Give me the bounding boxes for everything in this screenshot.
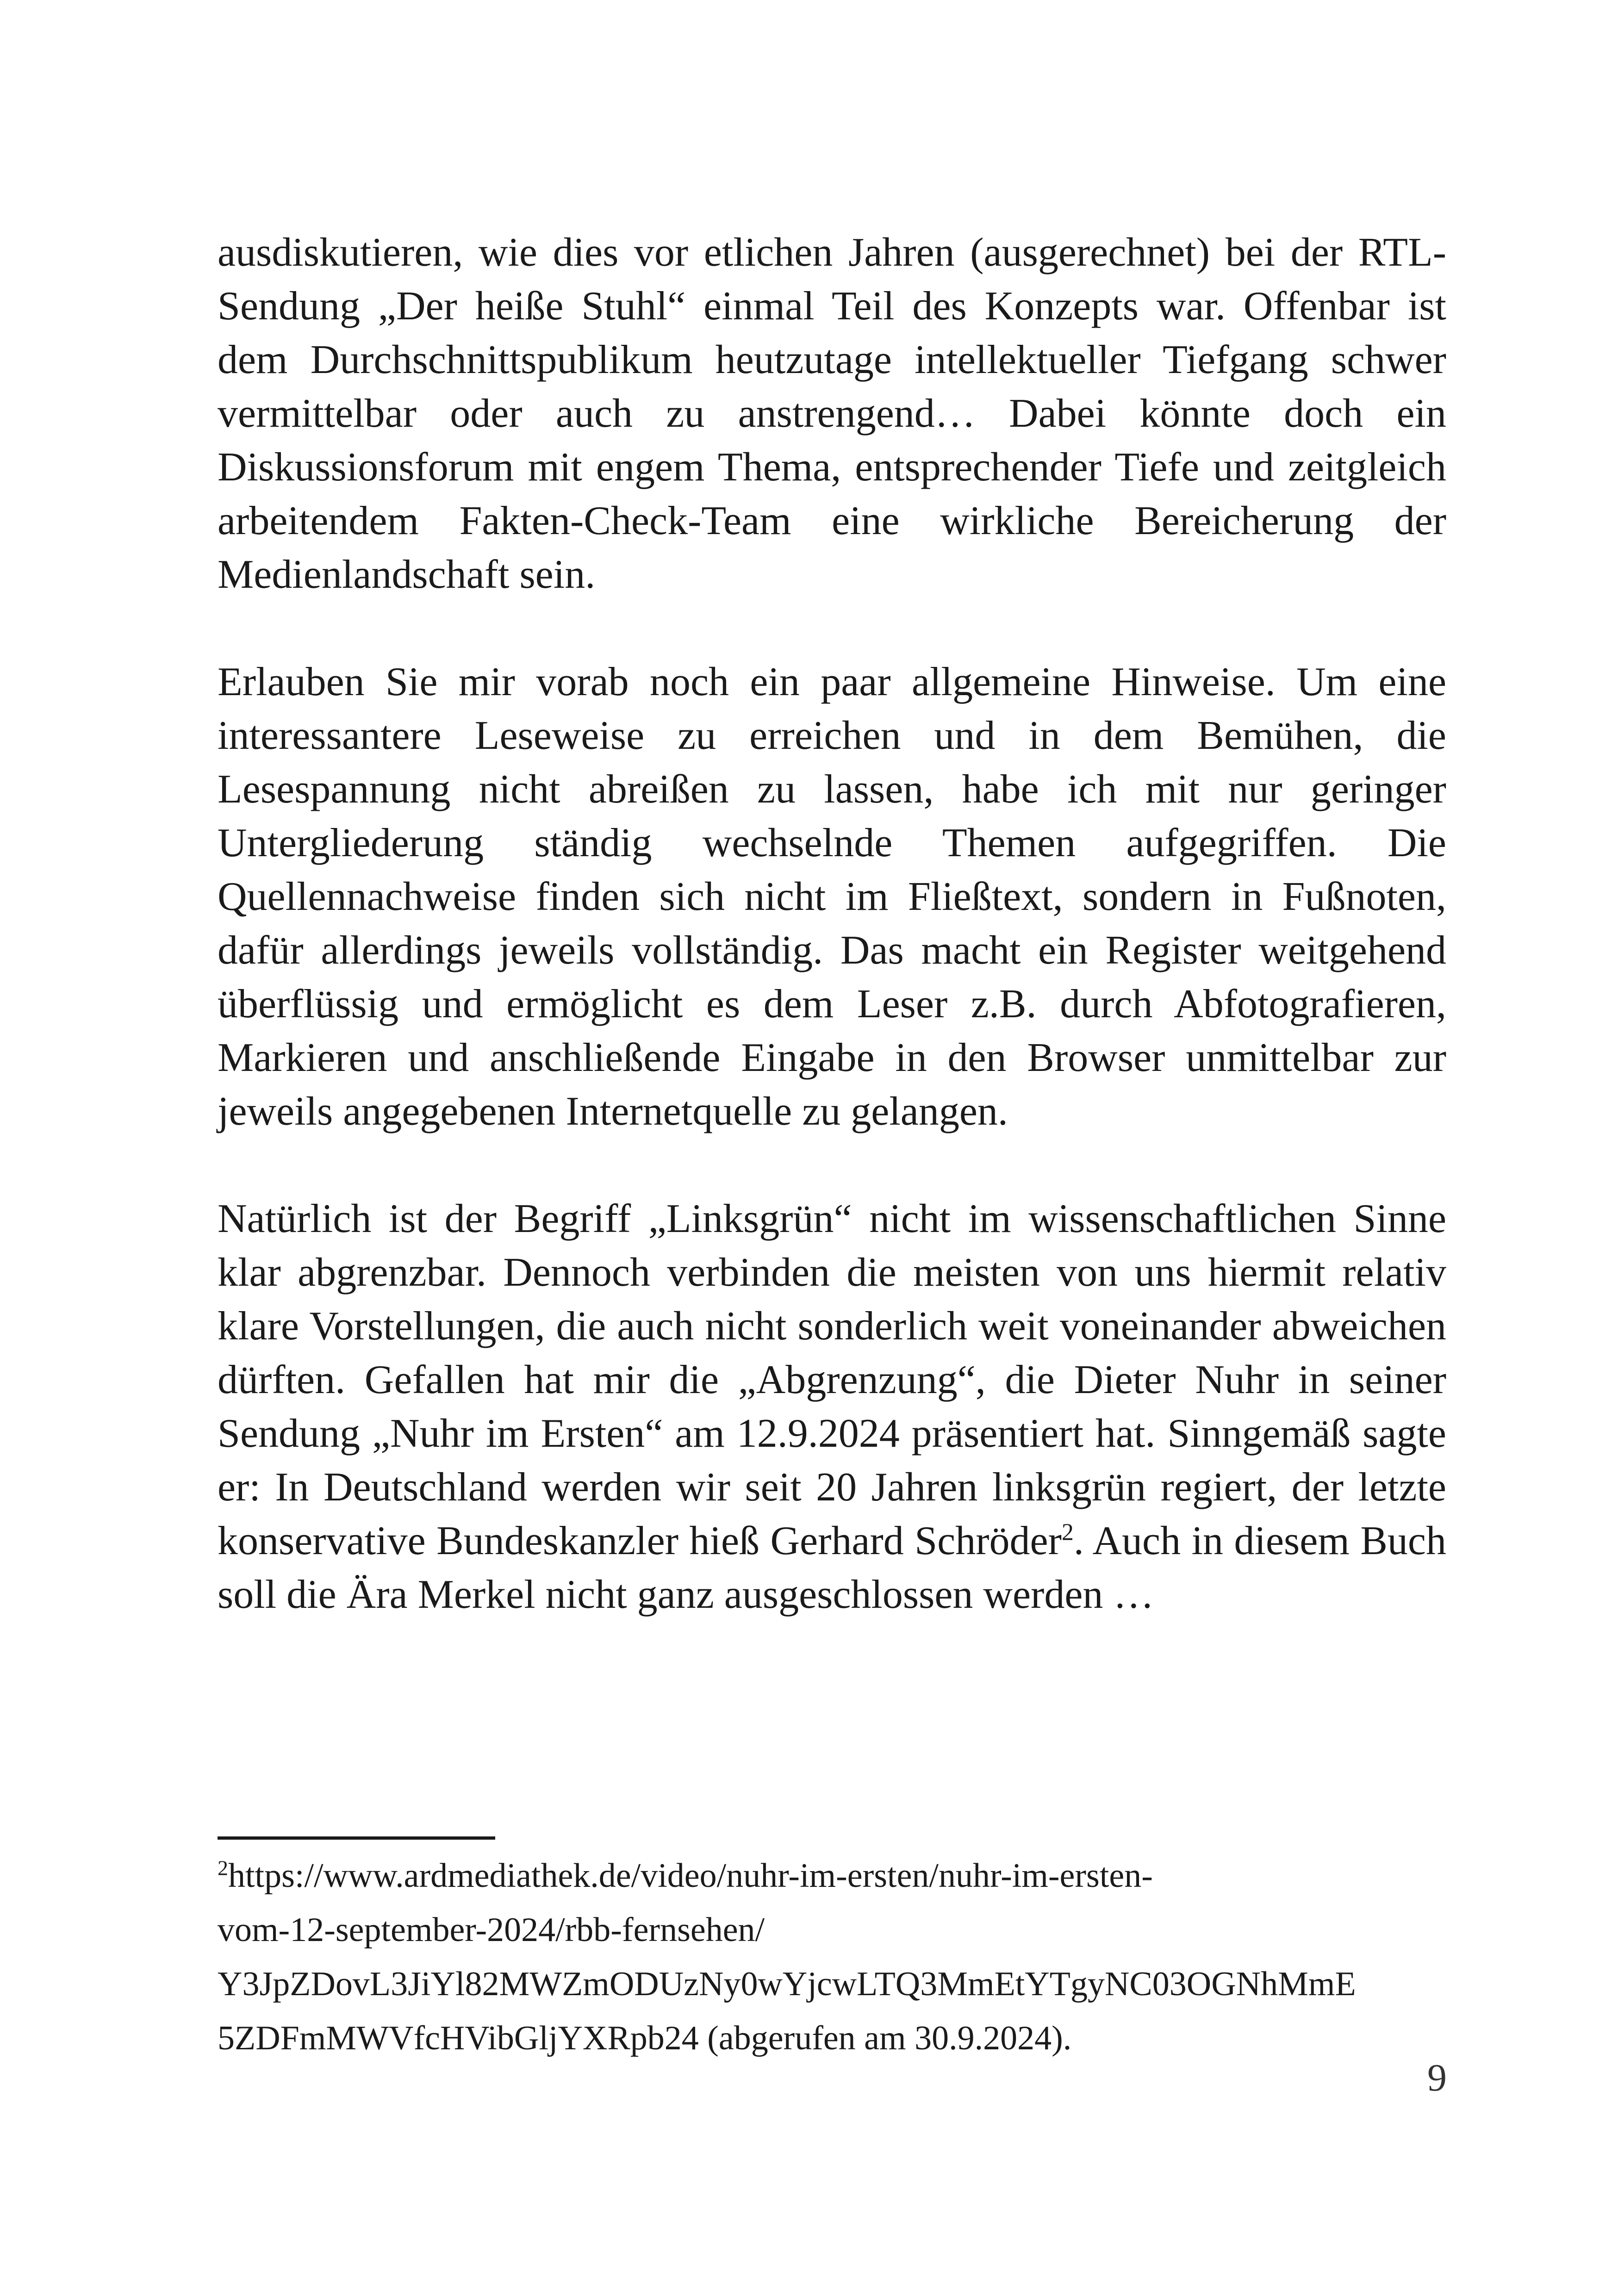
footnote-reference[interactable]: 2 <box>1061 1519 1074 1546</box>
paragraph-2: Erlauben Sie mir vorab noch ein paar allgemeine Hinweise. Um eine interessantere Leseweise zu erreichen und in dem Bemühen, die Lesespannung nicht abreißen zu lassen, habe ich mit nur geringer Untergliederung ständig wechselnde Themen aufgegriffen. Die Quellennachweise finden sich nicht im Fließtext, sondern in Fußnoten, dafür allerdings jeweils vollständig. Das macht ein Register weitgehend überflüssig und ermöglicht es dem Leser z.B. durch Abfotografieren, Markieren und anschließende Eingabe in den Browser unmittelbar zur jeweils angegebenen Internetquelle zu gelangen. <box>218 660 1446 1134</box>
paragraph-1: ausdiskutieren, wie dies vor etlichen Jahren (ausgerechnet) bei der RTL-Sendung „Der heiße Stuhl“ einmal Teil des Konzepts war. Offenbar ist dem Durchschnittspublikum heutzutage intellektueller Tiefgang schwer vermittelbar oder auch zu anstrengend… Dabei könnte doch ein Diskussionsforum mit engem Thema, entsprechender Tiefe und zeitgleich arbeitendem Fakten-Check-Team eine wirkliche Bereicherung der Medienlandschaft sein. <box>218 230 1446 597</box>
footnote-divider <box>218 1836 495 1840</box>
paragraph-3 <box>218 1192 1446 1622</box>
footnote <box>218 1849 1467 2066</box>
page-number: 9 <box>1427 2056 1447 2099</box>
paragraph-3-text-before: Natürlich ist der Begriff „Linksgrün“ nicht im wissenschaftlichen Sinne klar abgrenzbar. Dennoch verbinden die meisten von uns hiermit relativ klare Vorstellungen, die auch nicht sonderlich weit voneinander abweichen dürften. Gefallen hat mir die „Abgrenzung“, die Dieter Nuhr in seiner Sendung „Nuhr im Ersten“ am 12.9.2024 präsentiert hat. Sinngemäß sagte er: In Deutschland werden wir seit 20 Jahren linksgrün regiert, der letzte konservative Bundeskanzler hieß Gerhard Schröder <box>218 1196 1446 1563</box>
paragraph-3-text-after: . Auch in diesem Buch soll die Ära Merkel nicht ganz ausgeschlossen werden … <box>218 1518 1446 1617</box>
footnote-number: 2 <box>218 1856 228 1880</box>
footnote-text[interactable]: https://www.ardmediathek.de/video/nuhr-im-ersten/nuhr-im-ersten- vom-12-september-2024/rbb-fernsehen/ Y3JpZDovL3JiYl82MWZmODUzNy0wYjcwLTQ3MmEtYTgyNC03OGNhMmE 5ZDFmMWVfcHVibGljYXRpb24 (abgerufen am 30.9.2024). <box>218 1857 1356 2057</box>
body-text <box>218 226 1446 1675</box>
